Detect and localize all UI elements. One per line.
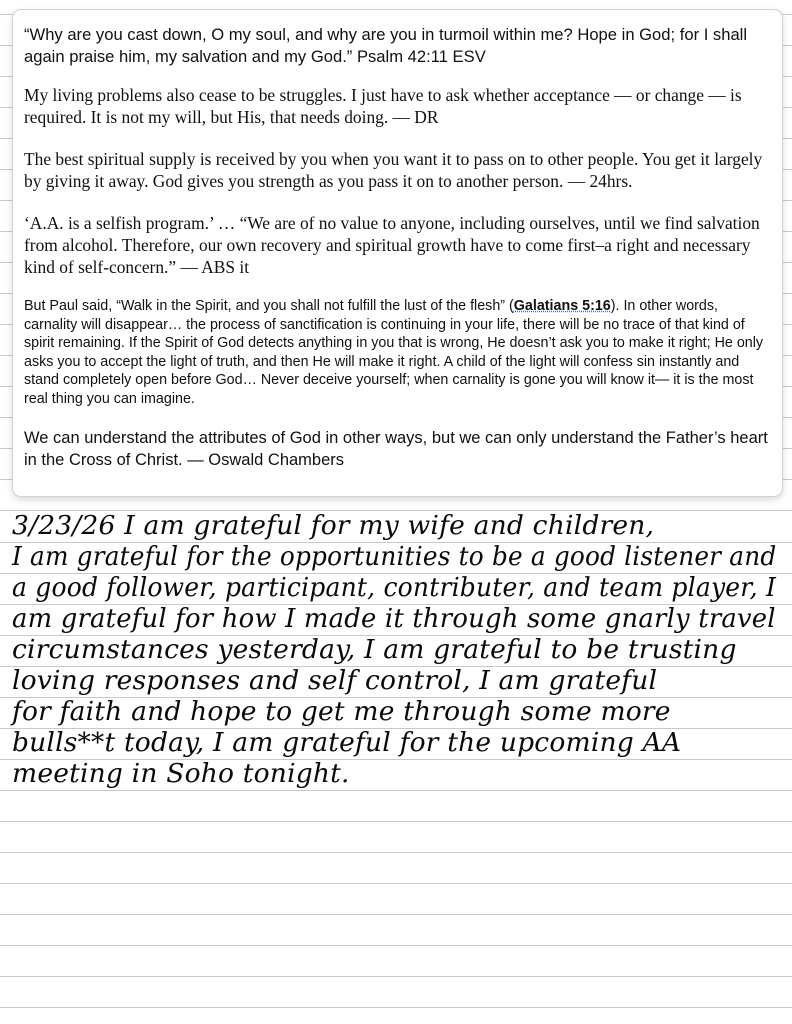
paul-text-after: ). In other words, carnality will disappear… the process of sanctification is continuing in your life, there will be no trace of that kind of spirit remaining. If the Spirit of God detects anything in you that is wrong, He doesn’t ask you to make it right; He only asks you to accept the light of truth, and then He will make it right. A child of the light will confess sin instantly and stand completely open before God… Never deceive yourself; when carnality is gone you will know it— it is the most real thing you can imagine. bbox=[24, 298, 764, 407]
handwritten-line: I am grateful for the opportunities to be a good listener and bbox=[12, 541, 777, 572]
oswald-chambers-quote: We can understand the attributes of God in other ways, but we can only understand the Father’s heart in the Cross of Christ. — Oswald Chambers bbox=[24, 429, 768, 469]
handwritten-line: meeting in Soho tonight. bbox=[12, 758, 350, 789]
handwritten-line: am grateful for how I made it through some gnarly travel bbox=[12, 603, 776, 634]
24hrs-quote: The best spiritual supply is received by you when you want it to pass on to other people. You get it largely by giving it away. God gives you strength as you pass it on to another person. — 24hrs. bbox=[24, 149, 763, 191]
scripture-reference-link[interactable]: Galatians 5:16 bbox=[513, 298, 611, 314]
dr-quote: My living problems also cease to be struggles. I just have to ask whether acceptance — or change — is required. It is not my will, but His, that needs doing. — DR bbox=[24, 85, 742, 127]
handwritten-line: 3/23/26 I am grateful for my wife and children, bbox=[12, 510, 655, 541]
handwritten-line: loving responses and self control, I am grateful bbox=[12, 665, 658, 696]
handwritten-line: circumstances yesterday, I am grateful to be trusting bbox=[12, 634, 737, 665]
paul-text-before: But Paul said, “Walk in the Spirit, and you shall not fulfill the lust of the flesh” ( bbox=[24, 298, 514, 314]
psalm-quote: “Why are you cast down, O my soul, and why are you in turmoil within me? Hope in God; for I shall again praise him, my salvation and my God.” Psalm 42:11 ESV bbox=[24, 25, 748, 66]
handwritten-line: a good follower, participant, contributer, and team player, I bbox=[12, 572, 777, 603]
chambers-paragraph bbox=[24, 297, 772, 408]
handwritten-line: bulls**t today, I am grateful for the upcoming AA bbox=[12, 727, 682, 758]
handwritten-gratitude-entry bbox=[0, 510, 792, 789]
handwritten-line: for faith and hope to get me through some more bbox=[12, 696, 671, 727]
typed-notes-card bbox=[13, 10, 782, 496]
abs-quote: ‘A.A. is a selfish program.’ … “We are of no value to anyone, including ourselves, until we find salvation from alcohol. Therefore, our own recovery and spiritual growth have to come first–a right and necessary kind of self-concern.” — ABS it bbox=[24, 213, 760, 277]
